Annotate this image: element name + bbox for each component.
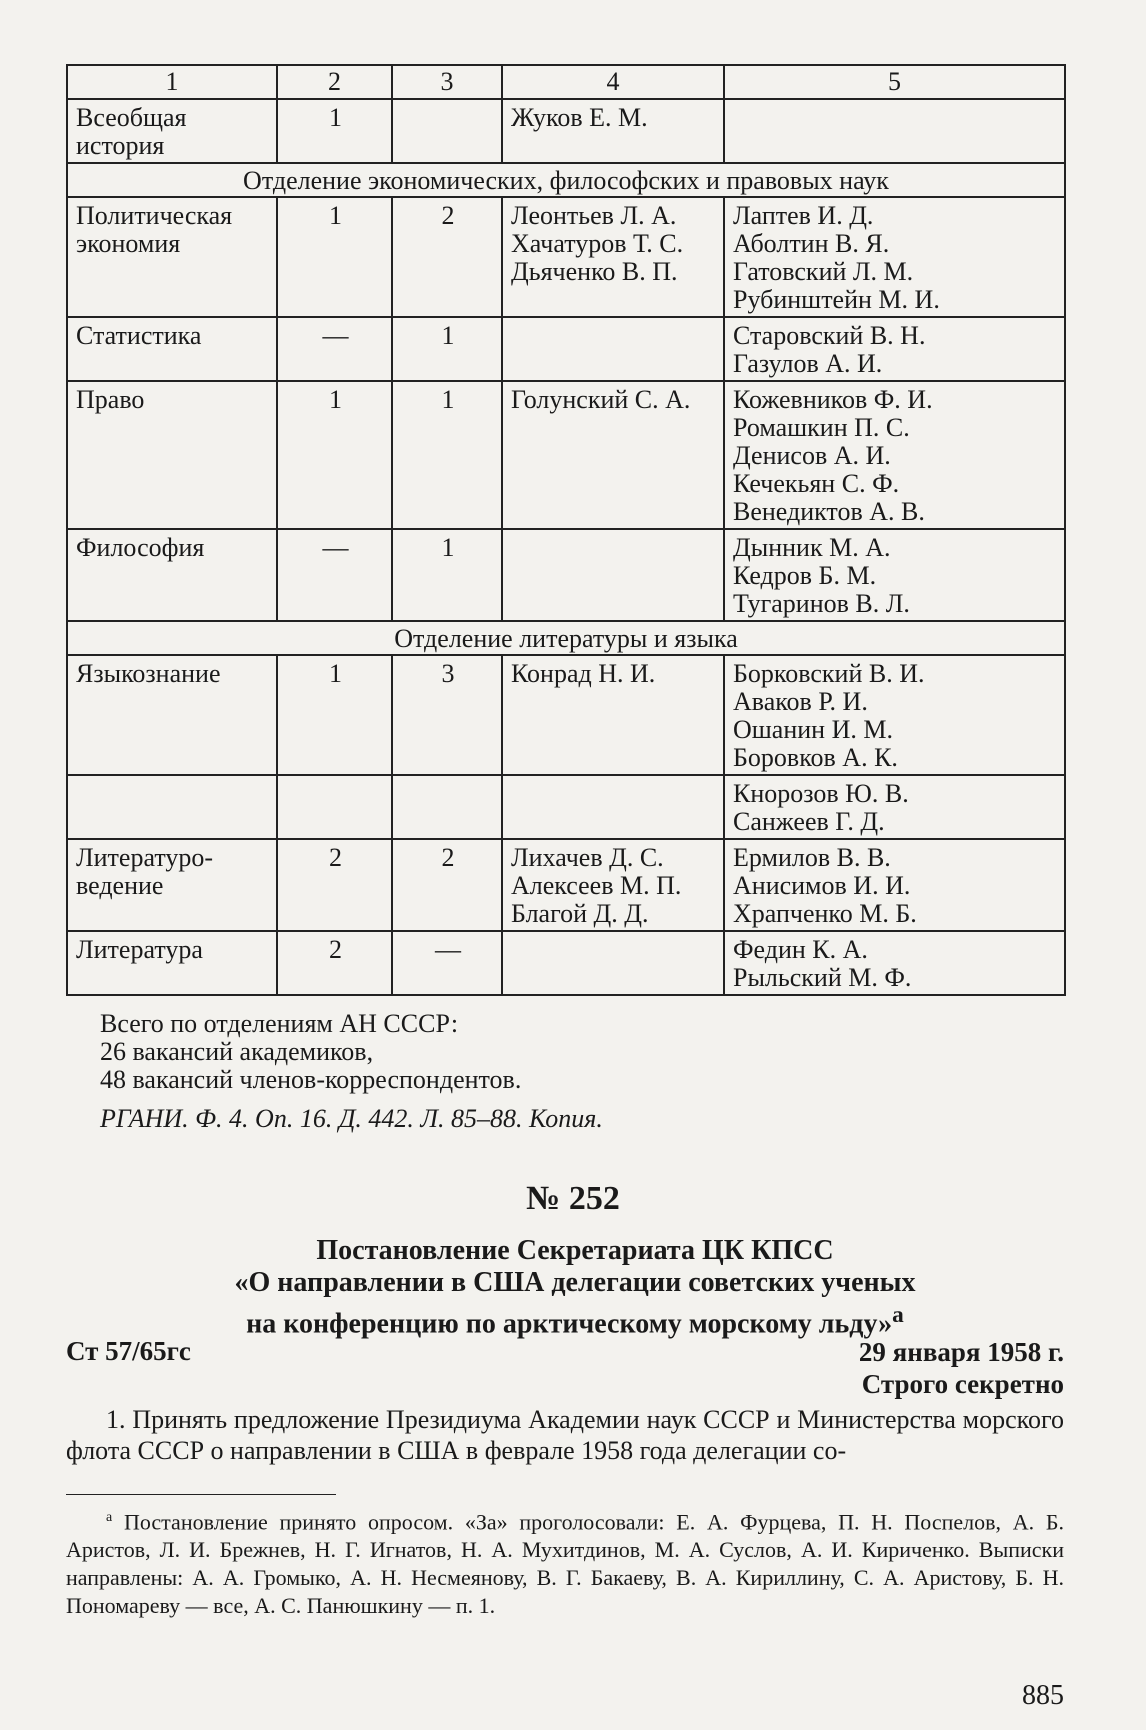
- correspondent-candidates-line: Рубинштейн М. И.: [733, 285, 940, 314]
- table-header-row: [67, 65, 1065, 99]
- academician-candidates: [502, 775, 724, 839]
- correspondent-candidates-line: Борковский В. И.: [733, 659, 925, 688]
- academician-candidates-line: Хачатуров Т. С.: [511, 229, 684, 258]
- academician-candidates-line: Жуков Е. М.: [511, 103, 648, 132]
- document-reference: Ст 57/65гс: [66, 1336, 191, 1366]
- academician-candidates: [502, 529, 724, 621]
- document-date-block: [859, 1336, 1064, 1400]
- table-row: [67, 197, 1065, 317]
- discipline-cell: [67, 931, 277, 995]
- discipline-cell: [67, 99, 277, 163]
- correspondent-candidates-line: Лаптев И. Д.: [733, 201, 874, 230]
- academicians-count: 1: [277, 197, 392, 317]
- discipline-cell-line: Всеобщая: [76, 103, 187, 132]
- correspondent-candidates: [724, 655, 1065, 775]
- table-row: [67, 839, 1065, 931]
- column-header: 5: [724, 65, 1065, 99]
- correspondent-candidates-line: Венедиктов А. В.: [733, 497, 925, 526]
- discipline-cell-line: Статистика: [76, 321, 202, 350]
- secrecy-stamp: Строго секретно: [861, 1369, 1064, 1399]
- correspondent-candidates-line: Храпченко М. Б.: [733, 899, 917, 928]
- table-row: [67, 381, 1065, 529]
- column-header: 1: [67, 65, 277, 99]
- correspondents-count: [392, 775, 502, 839]
- academician-candidates-line: Леонтьев Л. А.: [511, 201, 677, 230]
- correspondent-candidates-line: Аболтин В. Я.: [733, 229, 890, 258]
- correspondent-candidates-line: Дынник М. А.: [733, 533, 891, 562]
- correspondents-count: 2: [392, 839, 502, 931]
- correspondent-candidates-line: Санжеев Г. Д.: [733, 807, 885, 836]
- table-row: [67, 931, 1065, 995]
- academician-candidates: [502, 655, 724, 775]
- discipline-cell-line: Литературо-: [76, 843, 213, 872]
- totals-line: 48 вакансий членов-корреспондентов.: [100, 1065, 522, 1094]
- vacancies-table: [66, 64, 1066, 996]
- academicians-count: —: [277, 317, 392, 381]
- correspondent-candidates-line: Ермилов В. В.: [733, 843, 891, 872]
- academician-candidates-line: Конрад Н. И.: [511, 659, 656, 688]
- totals-line: Всего по отделениям АН СССР:: [100, 1009, 459, 1038]
- correspondent-candidates: [724, 197, 1065, 317]
- discipline-cell-line: ведение: [76, 871, 164, 900]
- correspondent-candidates-line: Газулов А. И.: [733, 349, 883, 378]
- correspondent-candidates-line: Денисов А. И.: [733, 441, 891, 470]
- correspondent-candidates: [724, 99, 1065, 163]
- academician-candidates: [502, 839, 724, 931]
- section-label: Отделение экономических, философских и правовых наук: [67, 163, 1065, 197]
- correspondent-candidates-line: Аваков Р. И.: [733, 687, 868, 716]
- document-body: [66, 1404, 1064, 1466]
- correspondents-count: 2: [392, 197, 502, 317]
- discipline-cell: [67, 839, 277, 931]
- document-date: 29 января 1958 г.: [858, 1337, 1064, 1367]
- academician-candidates: [502, 99, 724, 163]
- correspondent-candidates-line: Боровков А. К.: [733, 743, 898, 772]
- discipline-cell-line: история: [76, 131, 165, 160]
- footnote-text: [66, 1504, 1064, 1620]
- title-line: Постановление Секретариата ЦК КПСС: [316, 1235, 834, 1266]
- section-label: Отделение литературы и языка: [67, 621, 1065, 655]
- table-row: [67, 775, 1065, 839]
- title-line: «О направлении в США делегации советских ученых: [234, 1267, 916, 1298]
- table-row: [67, 655, 1065, 775]
- academicians-count: [277, 775, 392, 839]
- correspondent-candidates-line: Ромашкин П. С.: [733, 413, 910, 442]
- footnote-rule: [66, 1494, 336, 1495]
- paragraph: 1. Принять предложение Президиума Академии наук СССР и Министерства морского флота СССР о направлении в США в феврале 1958 года делегации со-: [66, 1405, 1064, 1465]
- column-header: 3: [392, 65, 502, 99]
- document-number: № 252: [526, 1180, 620, 1217]
- correspondent-candidates-line: Гатовский Л. М.: [733, 257, 914, 286]
- correspondent-candidates: [724, 931, 1065, 995]
- academicians-count: 1: [277, 99, 392, 163]
- correspondent-candidates: [724, 775, 1065, 839]
- academician-candidates: [502, 931, 724, 995]
- correspondent-candidates-line: Кнорозов Ю. В.: [733, 779, 909, 808]
- correspondents-count: [392, 99, 502, 163]
- discipline-cell-line: Философия: [76, 533, 205, 562]
- correspondent-candidates-line: Ошанин И. М.: [733, 715, 893, 744]
- correspondent-candidates: [724, 839, 1065, 931]
- correspondent-candidates-line: Федин К. А.: [733, 935, 868, 964]
- discipline-cell-line: Литература: [76, 935, 203, 964]
- discipline-cell-line: Языкознание: [76, 659, 221, 688]
- correspondents-count: 3: [392, 655, 502, 775]
- totals-block: [100, 1010, 521, 1094]
- correspondents-count: 1: [392, 529, 502, 621]
- discipline-cell-line: Политическая: [76, 201, 233, 230]
- footnote-marker: а: [106, 1510, 113, 1525]
- academicians-count: 1: [277, 381, 392, 529]
- academician-candidates: [502, 317, 724, 381]
- correspondents-count: 1: [392, 381, 502, 529]
- discipline-cell-line: Право: [76, 385, 145, 414]
- table-row: [67, 529, 1065, 621]
- table-row: [67, 99, 1065, 163]
- document-title: [160, 1235, 990, 1340]
- correspondent-candidates: [724, 317, 1065, 381]
- academician-candidates-line: Дьяченко В. П.: [511, 257, 678, 286]
- title-line: [160, 1299, 990, 1340]
- correspondent-candidates-line: Кожевников Ф. И.: [733, 385, 933, 414]
- title-line-text: на конференцию по арктическому морскому льду»: [246, 1308, 893, 1340]
- table-section-row: [67, 621, 1065, 655]
- totals-line: 26 вакансий академиков,: [100, 1037, 374, 1066]
- title-footnote-marker: а: [892, 1302, 904, 1328]
- academician-candidates: [502, 197, 724, 317]
- column-header: 4: [502, 65, 724, 99]
- discipline-cell: [67, 775, 277, 839]
- academicians-count: 2: [277, 839, 392, 931]
- correspondent-candidates-line: Кечекьян С. Ф.: [733, 469, 900, 498]
- academician-candidates-line: Лихачев Д. С.: [511, 843, 664, 872]
- discipline-cell: [67, 197, 277, 317]
- academician-candidates-line: Благой Д. Д.: [511, 899, 649, 928]
- academician-candidates-line: Голунский С. А.: [511, 385, 691, 414]
- academicians-count: 2: [277, 931, 392, 995]
- archive-source: РГАНИ. Ф. 4. Оп. 16. Д. 442. Л. 85–88. Копия.: [100, 1104, 603, 1133]
- academicians-count: 1: [277, 655, 392, 775]
- discipline-cell: [67, 529, 277, 621]
- discipline-cell: [67, 381, 277, 529]
- correspondents-count: 1: [392, 317, 502, 381]
- correspondent-candidates: [724, 381, 1065, 529]
- column-header: 2: [277, 65, 392, 99]
- table-row: [67, 317, 1065, 381]
- discipline-cell: [67, 317, 277, 381]
- correspondent-candidates: [724, 529, 1065, 621]
- page-number: 885: [1022, 1680, 1064, 1711]
- correspondent-candidates-line: Старовский В. Н.: [733, 321, 926, 350]
- correspondents-count: —: [392, 931, 502, 995]
- discipline-cell: [67, 655, 277, 775]
- discipline-cell-line: экономия: [76, 229, 181, 258]
- academician-candidates: [502, 381, 724, 529]
- correspondent-candidates-line: Рыльский М. Ф.: [733, 963, 912, 992]
- table-body: [67, 99, 1065, 995]
- footnote-body: Постановление принято опросом. «За» проголосовали: Е. А. Фурцева, П. Н. Поспелов, А. Б. Аристов, Л. И. Брежнев, Н. Г. Игнатов, Н. А. Мухитдинов, М. А. Суслов, А. И. Кириченко. Выписки направлены: А. А. Громыко, А. Н. Несмеянову, В. Г. Бакаеву, В. А. Кириллину, С. А. Аристову, Б. Н. Пономареву — все, А. С. Панюшкину — п. 1.: [66, 1509, 1065, 1619]
- footnote: [66, 1504, 1064, 1620]
- correspondent-candidates-line: Тугаринов В. Л.: [733, 589, 910, 618]
- academicians-count: —: [277, 529, 392, 621]
- correspondent-candidates-line: Анисимов И. И.: [733, 871, 911, 900]
- academician-candidates-line: Алексеев М. П.: [511, 871, 682, 900]
- correspondent-candidates-line: Кедров Б. М.: [733, 561, 877, 590]
- table-section-row: [67, 163, 1065, 197]
